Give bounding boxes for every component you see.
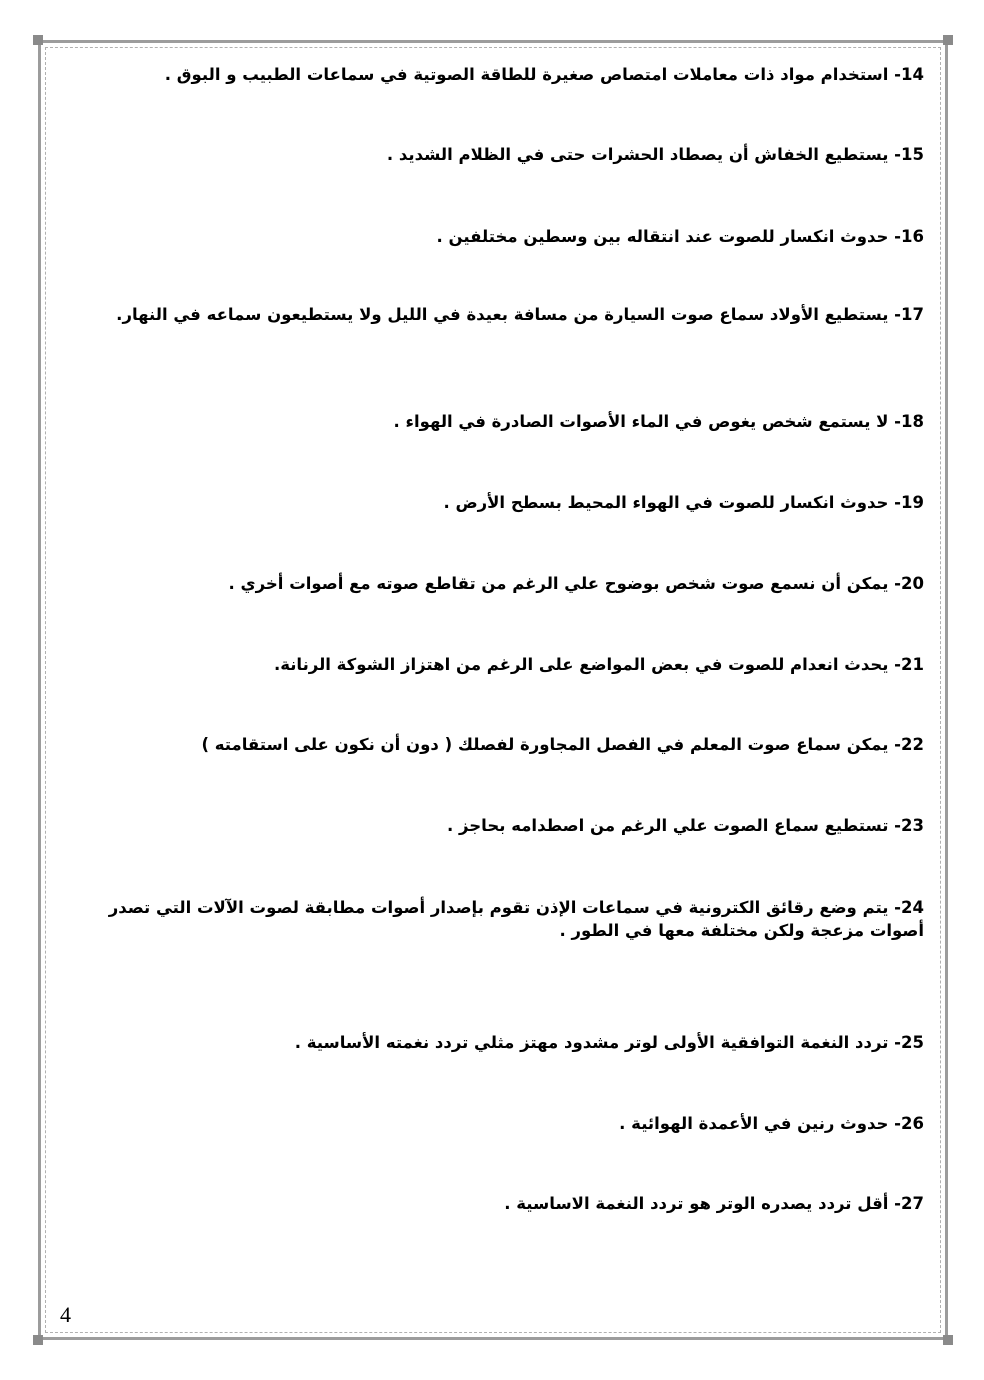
question-18: 18- لا يستمع شخص يغوص في الماء الأصوات الصادرة في الهواء .: [393, 412, 924, 431]
question-21: 21- يحدث انعدام للصوت في بعض المواضع على الرغم من اهتزاز الشوكة الرنانة.: [273, 655, 924, 674]
border-corner-bottom-left: [33, 1335, 43, 1345]
question-15: 15- يستطيع الخفاش أن يصطاد الحشرات حتى في الظلام الشديد .: [386, 145, 924, 164]
question-23: 23- تستطيع سماع الصوت علي الرغم من اصطدامه بحاجز .: [447, 816, 924, 835]
question-26: 26- حدوث رنين في الأعمدة الهوائية .: [619, 1114, 924, 1133]
border-corner-top-left: [33, 35, 43, 45]
question-24: 24- يتم وضع رقائق الكترونية في سماعات الإذن تقوم بإصدار أصوات مطابقة لصوت الآلات التي تصدر أصوات مزعجة ولكن مختلفة معها في الطور .: [108, 898, 924, 940]
question-27: 27- أقل تردد يصدره الوتر هو تردد النغمة الاساسية .: [504, 1194, 924, 1213]
page-number: 4: [60, 1302, 71, 1327]
border-corner-top-right: [943, 35, 953, 45]
border-corner-bottom-right: [943, 1335, 953, 1345]
question-16: 16- حدوث انكسار للصوت عند انتقاله بين وسطين مختلفين .: [436, 227, 924, 246]
question-17: 17- يستطيع الأولاد سماع صوت السيارة من مسافة بعيدة في الليل ولا يستطيعون سماعه في النهار.: [116, 305, 924, 324]
question-25: 25- تردد النغمة التوافقية الأولى لوتر مشدود مهتز مثلي تردد نغمته الأساسية .: [294, 1033, 924, 1052]
question-19: 19- حدوث انكسار للصوت في الهواء المحيط بسطح الأرض .: [443, 493, 924, 512]
question-22: 22- يمكن سماع صوت المعلم في الفصل المجاورة لفصلك ( دون أن نكون على استقامته ): [201, 735, 924, 754]
question-20: 20- يمكن أن نسمع صوت شخص بوضوح علي الرغم من تقاطع صوته مع أصوات أخري .: [228, 574, 924, 593]
question-14: 14- استخدام مواد ذات معاملات امتصاص صغيرة للطاقة الصوتية في سماعات الطبيب و البوق .: [164, 65, 924, 84]
